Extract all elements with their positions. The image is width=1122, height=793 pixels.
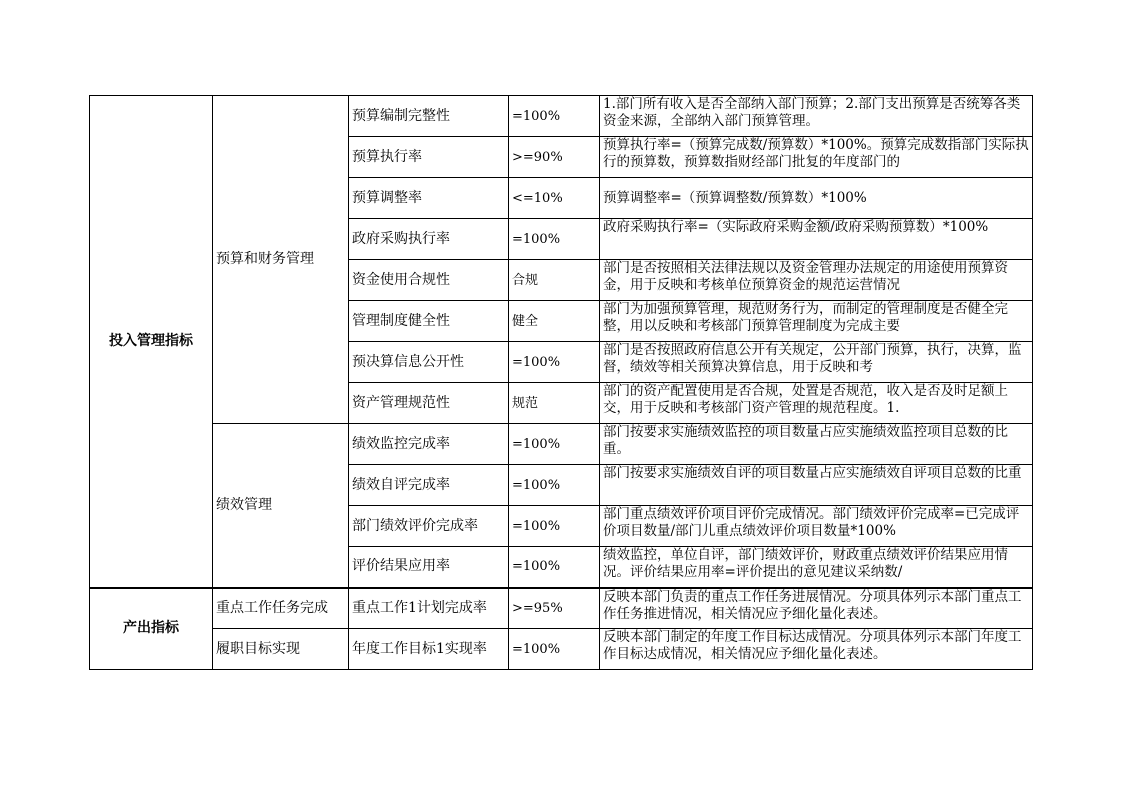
description-cell — [600, 137, 1033, 178]
value-cell: =100% — [509, 96, 600, 137]
description-text: 预算执行率=（预算完成数/预算数）*100%。预算完成数指部门实际执行的预算数，预算数指财经部门批复的年度部门的 — [603, 137, 1029, 170]
value-cell: 规范 — [509, 383, 600, 424]
category-cell: 投入管理指标 — [90, 96, 213, 588]
value-cell: =100% — [509, 342, 600, 383]
indicator-cell: 年度工作目标1实现率 — [349, 629, 509, 670]
description-cell — [600, 301, 1033, 342]
description-text: 部门重点绩效评价项目评价完成情况。部门绩效评价完成率=已完成评价项目数量/部门儿重点绩效评价项目数量*100% — [603, 506, 1020, 539]
description-text: 政府采购执行率=（实际政府采购金额/政府采购预算数）*100% — [603, 219, 989, 235]
indicator-cell: 预算编制完整性 — [349, 96, 509, 137]
description-text: 1.部门所有收入是否全部纳入部门预算；2.部门支出预算是否统筹各类资金来源，全部纳入部门预算管理。 — [603, 96, 1021, 129]
value-cell: >=95% — [509, 588, 600, 629]
value-cell: =100% — [509, 465, 600, 506]
indicator-cell: 重点工作1计划完成率 — [349, 588, 509, 629]
indicator-cell: 绩效监控完成率 — [349, 424, 509, 465]
value-cell: 合规 — [509, 260, 600, 301]
description-cell — [600, 465, 1033, 506]
indicator-cell: 资金使用合规性 — [349, 260, 509, 301]
description-cell — [600, 178, 1033, 219]
subcategory-cell: 预算和财务管理 — [213, 96, 349, 424]
value-cell: =100% — [509, 547, 600, 588]
indicator-cell: 预决算信息公开性 — [349, 342, 509, 383]
description-text: 部门是否按照相关法律法规以及资金管理办法规定的用途使用预算资金，用于反映和考核单位预算资金的规范运营情况 — [603, 260, 1008, 293]
indicator-cell: 管理制度健全性 — [349, 301, 509, 342]
description-text: 预算调整率=（预算调整数/预算数）*100% — [603, 189, 867, 206]
indicator-cell: 政府采购执行率 — [349, 219, 509, 260]
description-cell — [600, 547, 1033, 588]
table-row — [90, 629, 1033, 670]
description-text: 反映本部门制定的年度工作目标达成情况。分项具体列示本部门年度工作目标达成情况，相关情况应予细化量化表述。 — [603, 629, 1022, 662]
category-cell: 产出指标 — [90, 588, 213, 670]
value-cell: <=10% — [509, 178, 600, 219]
indicator-cell: 评价结果应用率 — [349, 547, 509, 588]
description-text: 部门按要求实施绩效监控的项目数量占应实施绩效监控项目总数的比重。 — [603, 424, 1008, 457]
value-cell: =100% — [509, 424, 600, 465]
description-text: 部门是否按照政府信息公开有关规定，公开部门预算，执行，决算，监督，绩效等相关预算决算信息，用于反映和考 — [603, 342, 1022, 375]
indicator-cell: 预算执行率 — [349, 137, 509, 178]
value-cell: =100% — [509, 219, 600, 260]
description-text: 反映本部门负责的重点工作任务进展情况。分项具体列示本部门重点工作任务推进情况，相关情况应予细化量化表述。 — [603, 588, 1022, 622]
description-cell — [600, 383, 1033, 424]
value-cell: 健全 — [509, 301, 600, 342]
description-text: 绩效监控，单位自评，部门绩效评价，财政重点绩效评价结果应用情况。评价结果应用率=评价提出的意见建议采纳数/ — [603, 547, 1008, 580]
description-cell — [600, 342, 1033, 383]
description-cell — [600, 96, 1033, 137]
description-text: 部门为加强预算管理，规范财务行为，而制定的管理制度是否健全完整，用以反映和考核部门预算管理制度为完成主要 — [603, 301, 1008, 334]
description-cell — [600, 506, 1033, 547]
description-cell — [600, 260, 1033, 301]
subcategory-cell: 履职目标实现 — [213, 629, 349, 670]
indicator-cell: 部门绩效评价完成率 — [349, 506, 509, 547]
indicator-cell: 预算调整率 — [349, 178, 509, 219]
description-cell — [600, 588, 1033, 629]
value-cell: =100% — [509, 629, 600, 670]
table-row — [90, 96, 1033, 137]
description-text: 部门按要求实施绩效自评的项目数量占应实施绩效自评项目总数的比重 — [603, 465, 1022, 481]
table-row — [90, 424, 1033, 465]
description-cell — [600, 219, 1033, 260]
indicator-table — [89, 95, 1033, 670]
subcategory-cell: 绩效管理 — [213, 424, 349, 588]
description-text: 部门的资产配置使用是否合规，处置是否规范，收入是否及时足额上交，用于反映和考核部门资产管理的规范程度。1. — [603, 383, 1008, 416]
indicator-cell: 绩效自评完成率 — [349, 465, 509, 506]
description-cell — [600, 424, 1033, 465]
value-cell: >=90% — [509, 137, 600, 178]
table-row — [90, 588, 1033, 629]
indicator-cell: 资产管理规范性 — [349, 383, 509, 424]
value-cell: =100% — [509, 506, 600, 547]
subcategory-cell: 重点工作任务完成 — [213, 588, 349, 629]
description-cell — [600, 629, 1033, 670]
